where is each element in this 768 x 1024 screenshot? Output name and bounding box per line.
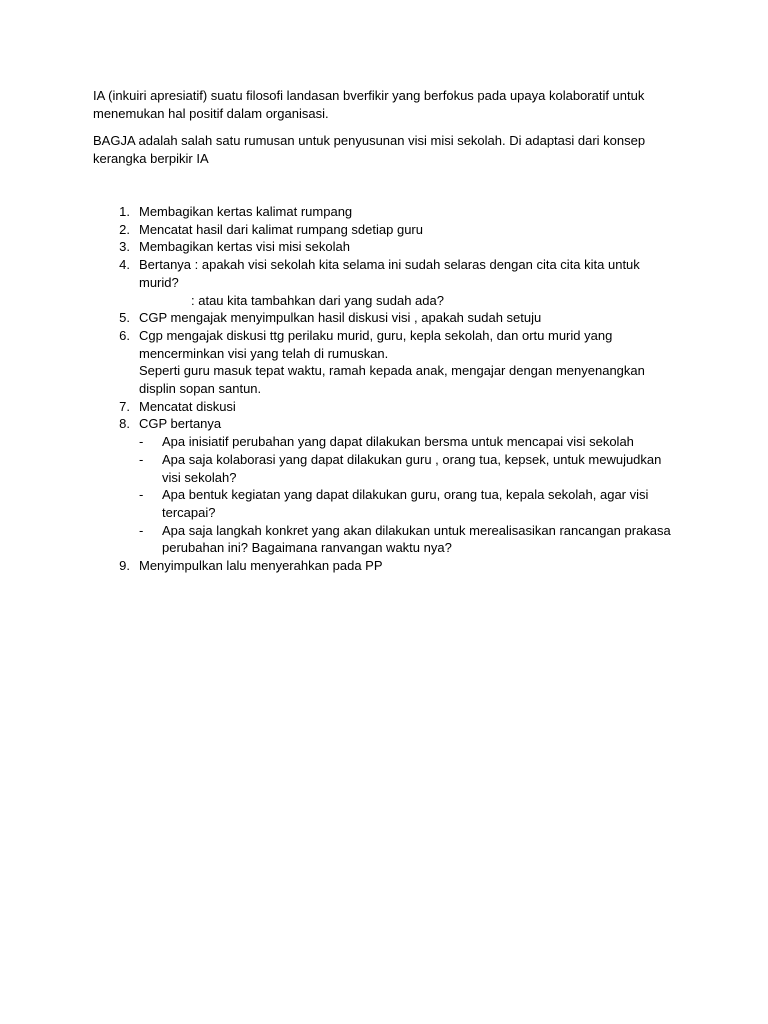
list-item — [93, 256, 673, 309]
list-item — [93, 221, 673, 239]
dash-marker: - — [139, 487, 144, 503]
bullet-text: Apa inisiatif perubahan yang dapat dilakukan bersma untuk mencapai visi sekolah — [162, 434, 634, 450]
steps-list — [93, 203, 673, 575]
list-item — [93, 309, 673, 327]
list-item — [93, 238, 673, 256]
list-item — [93, 415, 673, 557]
list-number: 8. — [119, 416, 130, 432]
list-item-text: Bertanya : apakah visi sekolah kita selama ini sudah selaras dengan cita cita kita untuk murid? — [139, 257, 640, 290]
list-item-text: CGP mengajak menyimpulkan hasil diskusi visi , apakah sudah setuju — [139, 310, 542, 326]
list-number: 7. — [119, 398, 130, 414]
list-item — [93, 557, 673, 575]
list-item — [93, 203, 673, 221]
list-item-text: Cgp mengajak diskusi ttg perilaku murid, guru, kepla sekolah, dan ortu murid yang mencerminkan visi yang telah di rumuskan. — [139, 327, 613, 361]
list-number: 6. — [119, 327, 130, 343]
list-number: 9. — [119, 558, 130, 574]
dash-marker: - — [139, 522, 144, 538]
list-number: 2. — [119, 221, 130, 237]
list-item-text: Membagikan kertas kalimat rumpang — [139, 204, 353, 219]
bullet-item — [139, 433, 673, 451]
list-item-text: Membagikan kertas visi misi sekolah — [139, 239, 350, 255]
intro-paragraph-ia: IA (inkuiri apresiatif) suatu filosofi landasan bverfikir yang berfokus pada upaya kolaboratif untuk menemukan hal positif dalam organisasi. — [93, 88, 645, 121]
bullet-text: Apa saja kolaborasi yang dapat dilakukan guru , orang tua, kepsek, untuk mewujudkan visi sekolah? — [162, 451, 662, 485]
list-item-text: Mencatat diskusi — [139, 398, 236, 414]
bullet-item — [139, 522, 673, 557]
bullet-text: Apa bentuk kegiatan yang dapat dilakukan guru, orang tua, kepala sekolah, agar visi tercapai? — [162, 487, 649, 520]
list-number: 3. — [119, 239, 130, 255]
list-number: 5. — [119, 310, 130, 326]
bullet-text: Apa saja langkah konkret yang akan dilakukan untuk merealisasikan rancangan prakasa perubahan ini? Bagaimana ranvangan waktu nya? — [162, 522, 671, 556]
dash-marker: - — [139, 451, 144, 467]
list-item-text: Menyimpulkan lalu menyerahkan pada PP — [139, 558, 383, 574]
bullet-item — [139, 486, 673, 521]
list-item-text: Mencatat hasil dari kalimat rumpang sdetiap guru — [139, 221, 423, 237]
intro-paragraph-bagja: BAGJA adalah salah satu rumusan untuk penyusunan visi misi sekolah. Di adaptasi dari konsep kerangka berpikir IA — [93, 133, 646, 166]
list-item — [93, 398, 673, 416]
list-number: 1. — [119, 204, 130, 219]
list-item-subline: : atau kita tambahkan dari yang sudah ada? — [191, 292, 444, 308]
question-bullets — [139, 433, 673, 557]
bullet-item — [139, 451, 673, 486]
list-number: 4. — [119, 257, 130, 273]
list-item-extra: Seperti guru masuk tepat waktu, ramah kepada anak, mengajar dengan menyenangkan displin sopan santun. — [139, 363, 645, 397]
list-item — [93, 327, 673, 398]
list-item-text: CGP bertanya — [139, 416, 222, 432]
dash-marker: - — [139, 434, 144, 450]
